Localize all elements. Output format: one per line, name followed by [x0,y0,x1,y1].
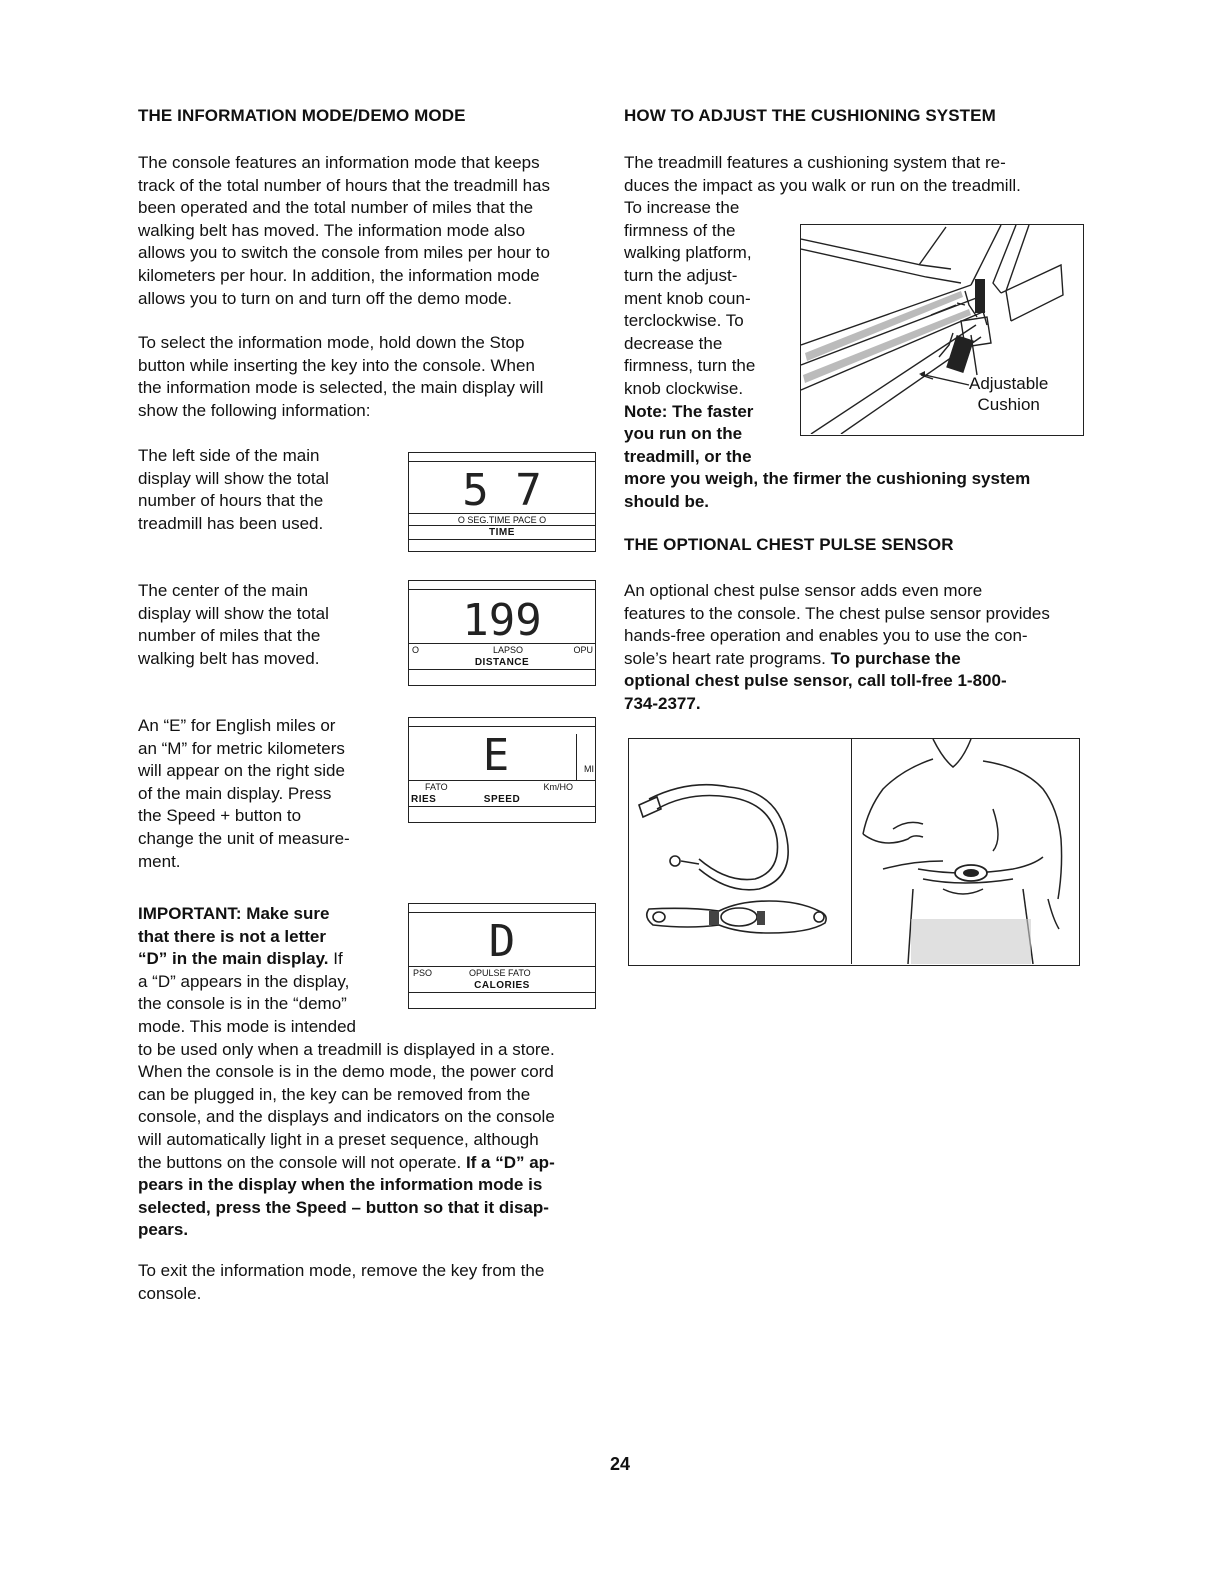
speed-side-indicator: MI [584,764,594,774]
units-paragraph: An “E” for English miles or an “M” for metric kilometers will appear on the right side of the main display. Press the Speed + button to change the unit of measure- ment. [138,716,350,871]
info-mode-heading: THE INFORMATION MODE/DEMO MODE [138,106,466,125]
speed-label-left: RIES [411,794,437,805]
distance-indicator-laps: LAPSO [493,645,524,655]
time-display [408,452,596,552]
speed-indicator-left: FATO [425,782,448,792]
cushion-heading: HOW TO ADJUST THE CUSHIONING SYSTEM [624,106,996,125]
distance-digits: 199 [462,595,542,646]
runner-wearing-strap-drawing [853,739,1079,964]
calories-label: CALORIES [474,980,530,991]
time-label: TIME [489,527,515,538]
hours-paragraph: The left side of the main display will show the total number of hours that the treadmill has been used. [138,446,329,533]
speed-indicator-right: Km/HO [543,782,573,792]
calories-display [408,903,596,1009]
exit-paragraph: To exit the information mode, remove the key from the console. [138,1261,545,1303]
speed-digits: E [482,730,510,781]
cushion-illustration [800,224,1084,436]
chest-strap-drawing [629,739,851,964]
calories-indicator-right: OPULSE FATO [469,968,531,978]
miles-paragraph: The center of the main display will show the total number of miles that the walking belt has moved. [138,581,329,668]
calories-digits: D [488,916,516,967]
cushion-paragraph: The treadmill features a cushioning system that re- duces the impact as you walk or run on the treadmill. To increase the firmness of the walking platform, turn the adjust- ment knob coun- terclockwise. To decrease the firmness, turn the knob clockwise. Note: The faster you run on the treadmill, or the more you weigh, the firmer the cushioning system should be. [624,153,1031,511]
distance-label: DISTANCE [474,657,530,668]
distance-indicator-right: OPU [573,645,593,655]
important-paragraph: IMPORTANT: Make sure that there is not a letter “D” in the main display. If a “D” appears in the display, the console is in the “demo” mode. This mode is intended to be used only when a treadmill is displayed in a store. When the console is in the demo mode, the power cord can be plugged in, the key can be removed from the console, and the displays and indicators on the console will automatically light in a preset sequence, although the buttons on the console will not operate. If a “D” ap- pears in the display when the information mode is selected, press the Speed – button so that it disap- pears. [138,904,555,1240]
page-number: 24 [609,1454,631,1474]
speed-label: SPEED [483,794,521,805]
select-paragraph: To select the information mode, hold down the Stop button while inserting the key into the console. When the information mode is selected, the main display will show the following information: [138,333,544,420]
intro-paragraph: The console features an information mode that keeps track of the total number of hours that the treadmill has been operated and the total number of miles that the walking belt has moved. The information mode also allows you to switch the console from miles per hour to kilometers per hour. In addition, the information mode allows you to turn on and turn off the demo mode. [138,153,550,308]
adjustable-cushion-callout: Adjustable Cushion [969,374,1049,414]
distance-indicator-left: O [412,645,420,655]
chest-sensor-illustration [628,738,1080,966]
time-digits: 5 7 [462,465,542,516]
speed-display [408,717,596,823]
pulse-paragraph: An optional chest pulse sensor adds even more features to the console. The chest pulse sensor provides hands-free operation and enables you to use the con- sole’s heart rate programs. To purchase the optional chest pulse sensor, call toll-free 1-800- 734-2377. [624,581,1050,713]
calories-indicator-left: PSO [413,968,433,978]
time-indicators: O SEG.TIME PACE O [457,515,547,525]
distance-display [408,580,596,686]
pulse-heading: THE OPTIONAL CHEST PULSE SENSOR [624,535,954,554]
